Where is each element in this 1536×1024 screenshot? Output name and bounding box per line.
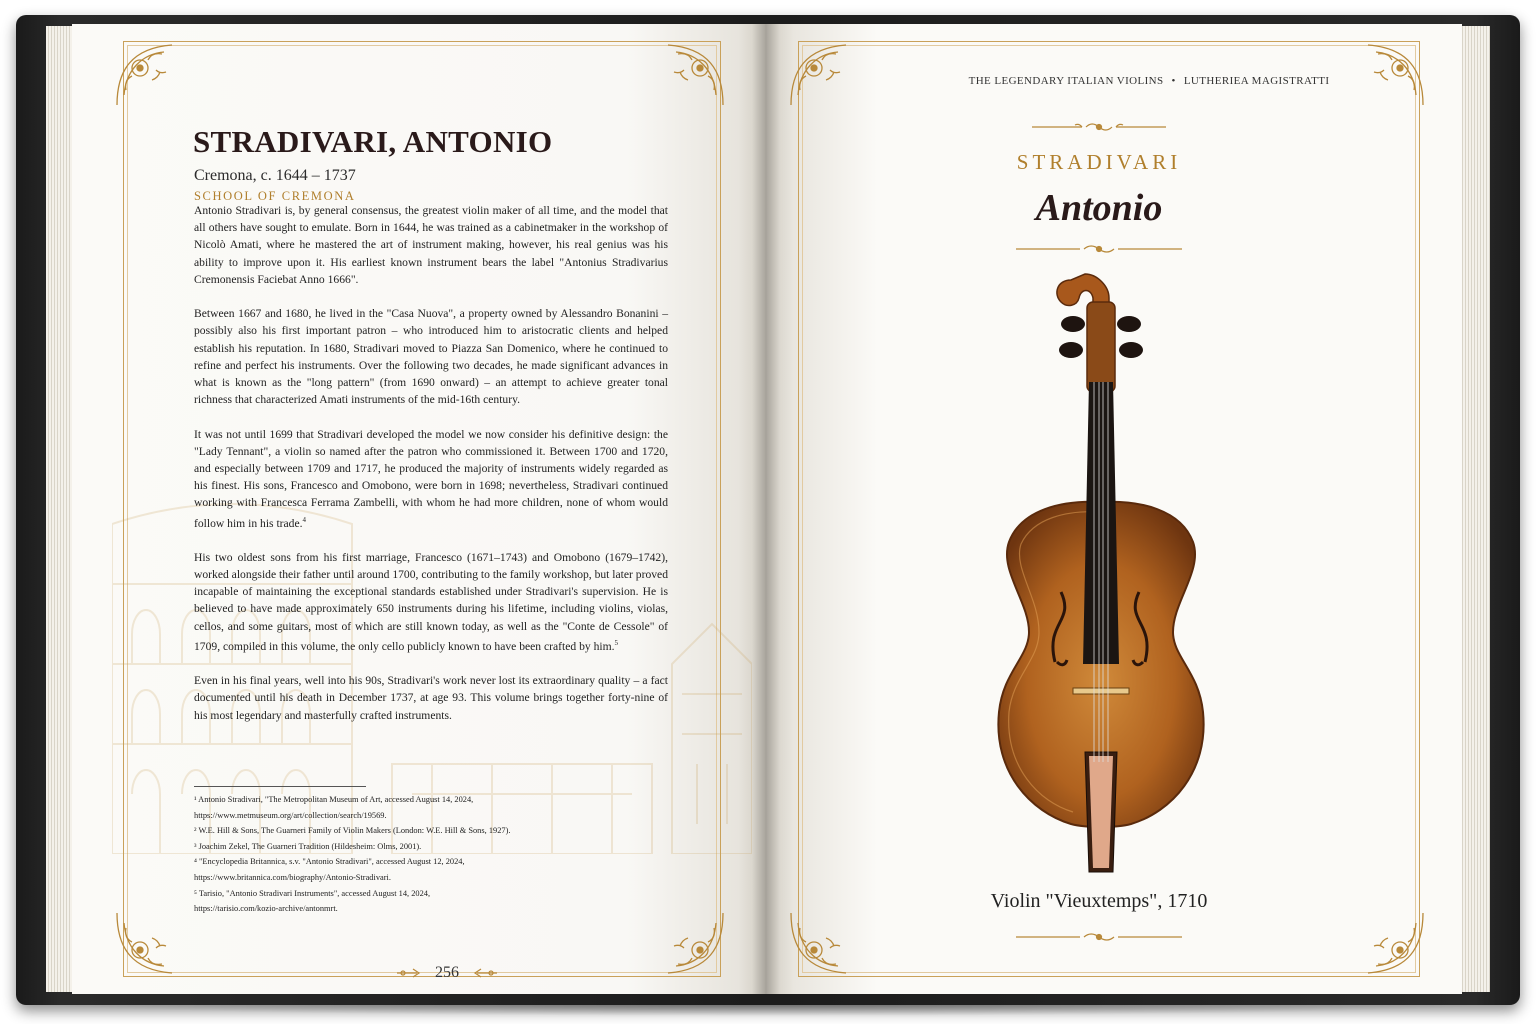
footnote-rule [194,786,366,787]
page-number: 256 [435,964,459,981]
footnote-line[interactable]: https://www.metmuseum.org/art/collection/search/19569. [194,810,387,820]
footnote-line: ¹ Antonio Stradivari, "The Metropolitan Museum of Art, accessed August 14, 2024, [194,795,474,804]
entry-subtitle: Cremona, c. 1644 – 1737 [194,167,356,184]
footnote-line: ⁴ "Encyclopedia Britannica, s.v. "Antonio Stradivari", accessed August 12, 2024, [194,857,465,867]
page-number-row [372,961,522,985]
page-number-ornament-icon [397,968,425,978]
paragraph-text: It was not until 1699 that Stradivari developed the model we now consider his definitive design: the "Lady Tennant", a violin so named after the patron who commissioned it. Between 1700 and 1720, and especially between 1709 and 1717, he produced the majority of instruments widely regarded as his finest. His sons, Francesco and Omobono, were born in 1698; nevertheless, Stradivari continued working with Francesca Ferrama Zambelli, with whom he had more children, none of whom would follow him in his trade. [194,427,668,530]
entry-body [194,202,668,741]
running-header [766,75,1462,87]
footnote-line[interactable]: https://www.britannica.com/biography/Antonio-Stradivari. [194,872,391,882]
left-page [72,24,766,994]
footnote-ref[interactable]: 4 [302,515,307,524]
entry-title: STRADIVARI, ANTONIO [193,124,553,159]
corner-ornament-icon [658,908,728,978]
page-number-ornament-icon [469,968,497,978]
paragraph [194,549,668,655]
footnote-line: ⁵ Tarisio, "Antonio Stradivari Instruments", accessed August 14, 2024, [194,888,431,898]
corner-ornament-icon [112,40,182,110]
maker-surname: STRADIVARI [1016,150,1182,174]
scroll-divider-icon [1016,242,1182,256]
corner-ornament-icon [1358,908,1428,978]
right-page [766,24,1462,994]
footnote-ref[interactable]: 5 [614,638,619,647]
paragraph: Between 1667 and 1680, he lived in the "Casa Nuova", a property owned by Alessandro Bonanini – possibly also his first important patron – who introduced him to aristocratic clients and helped establish his reputation. In 1680, Stradivari moved to Piazza San Domenico, where he continued to refine and perfect his instruments. Over the following two decades, he made significant advances in what is known as the "long pattern" (from 1690 onward) – an attempt to achieve greater tonal richness that characterized Amati instruments of the mid-16th century. [194,307,668,407]
header-book-title: THE LEGENDARY ITALIAN VIOLINS [968,75,1164,87]
corner-ornament-icon [658,40,728,110]
corner-ornament-icon [786,908,856,978]
paragraph-text: His two oldest sons from his first marriage, Francesco (1671–1743) and Omobono (1679–1742), worked alongside their father until around 1700, contributing to the family workshop, but later proved incapable of maintaining the exceptional standards established under Stradivari's supervision. He is believed to have made approximately 650 instruments during his lifetime, including violins, violas, cellos, and some guitars, most of which are still known today, as well as the "Conte de Cessole" of 1709, compiled in this volume, the only cello publicly known to have been crafted by him. [194,550,668,653]
paragraph [194,426,668,532]
book-gutter [752,24,780,994]
scroll-divider-icon [1016,930,1182,944]
maker-firstname: Antonio [1035,187,1163,229]
page-edges-right [1460,26,1490,992]
footnote-line[interactable]: https://tarisio.com/kozio-archive/antonmrt. [194,904,338,914]
footnote-line: ² W.E. Hill & Sons, The Guarneri Family of Violin Makers (London: W.E. Hill & Sons, 1927). [194,826,511,836]
entry-school: SCHOOL OF CREMONA [194,189,356,203]
paragraph: Even in his final years, well into his 90s, Stradivari's work never lost its extraordinary quality – a fact documented until his death in December 1737, at age 93. This volume brings together forty-nine of his most legendary and masterfully crafted instruments. [194,674,668,722]
footnote-line: ³ Joachim Zekel, The Guarneri Tradition (Hildesheim: Olms, 2001). [194,841,422,851]
footnotes [194,792,654,917]
header-publisher: LUTHERIEA MAGISTRATTI [1183,75,1330,87]
instrument-caption: Violin "Vieuxtemps", 1710 [990,890,1208,912]
violin-image [981,272,1221,884]
header-separator: • [1171,75,1176,87]
corner-ornament-icon [112,908,182,978]
paragraph: Antonio Stradivari is, by general consensus, the greatest violin maker of all time, and the model that all others have sought to emulate. Born in 1644, he was trained as a cabinetmaker in the workshop of Nicolò Amati, where he mastered the art of instrument making, however, his real genius was his ability to improve upon it. His earliest known instrument bears the label "Antonius Stradivarius Cremonensis Faciebat Anno 1666". [194,204,668,286]
scroll-divider-icon [1032,120,1166,134]
